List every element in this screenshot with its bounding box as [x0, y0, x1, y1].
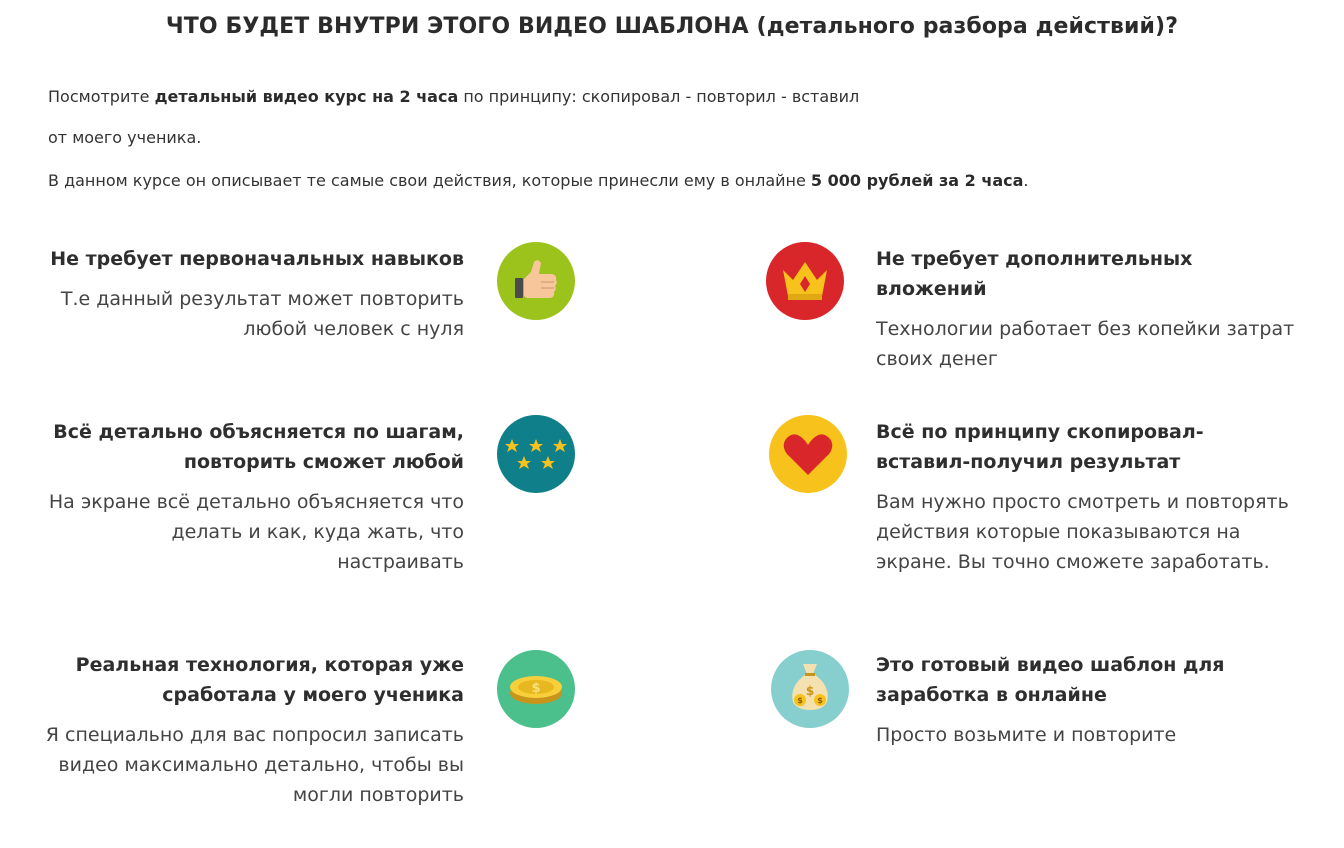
feature-no-investment	[876, 244, 1296, 374]
feature-real-technology	[40, 650, 464, 810]
feature-copy-paste	[876, 417, 1296, 577]
feature-no-skills	[40, 244, 464, 344]
intro-text: по принципу: скопировал - повторил - вставил	[458, 87, 860, 106]
svg-text:$: $	[531, 681, 541, 696]
feature-title: Не требует дополнительных вложений	[876, 248, 1193, 300]
feature-title: Всё детально объясняется по шагам, повторить сможет любой	[53, 421, 464, 473]
svg-text:$: $	[797, 696, 803, 705]
intro-text: Посмотрите	[48, 87, 155, 106]
feature-title: Это готовый видео шаблон для заработка в онлайне	[876, 654, 1225, 706]
feature-title: Всё по принципу скопировал-вставил-получил результат	[876, 421, 1204, 473]
feature-description: Т.е данный результат может повторить любой человек с нуля	[60, 288, 464, 340]
stars-icon	[497, 415, 575, 493]
svg-text:$: $	[805, 684, 815, 698]
intro-highlight: детальный видео курс на 2 часа	[154, 87, 459, 106]
heart-icon	[769, 415, 847, 493]
feature-description: На экране всё детально объясняется что делать и как, куда жать, что настраивать	[48, 491, 464, 573]
thumbs-up-icon	[497, 242, 575, 320]
feature-ready-template	[876, 650, 1296, 750]
intro-text: .	[1023, 171, 1029, 190]
feature-title: Не требует первоначальных навыков	[50, 248, 464, 270]
intro-text: В данном курсе он описывает те самые свои действия, которые принесли ему в онлайне	[48, 171, 811, 190]
intro-line-1	[48, 87, 859, 106]
intro-line-2: от моего ученика.	[48, 128, 202, 147]
intro-highlight: 5 000 рублей за 2 часа	[810, 171, 1024, 190]
page-title: ЧТО БУДЕТ ВНУТРИ ЭТОГО ВИДЕО ШАБЛОНА (детального разбора действий)?	[165, 14, 1179, 39]
feature-description: Просто возьмите и повторите	[876, 724, 1177, 746]
feature-title: Реальная технология, которая уже сработала у моего ученика	[75, 654, 464, 706]
feature-description: Технологии работает без копейки затрат своих денег	[876, 318, 1295, 370]
intro-line-3	[48, 171, 1029, 190]
feature-description: Вам нужно просто смотреть и повторять действия которые показываются на экране. Вы точно сможете заработать.	[876, 491, 1289, 573]
svg-text:$: $	[817, 696, 823, 705]
crown-icon	[766, 242, 844, 320]
coin-icon	[497, 650, 575, 728]
money-bag-icon	[771, 650, 849, 728]
feature-step-by-step	[40, 417, 464, 577]
feature-description: Я специально для вас попросил записать видео максимально детально, чтобы вы могли повторить	[45, 724, 464, 806]
